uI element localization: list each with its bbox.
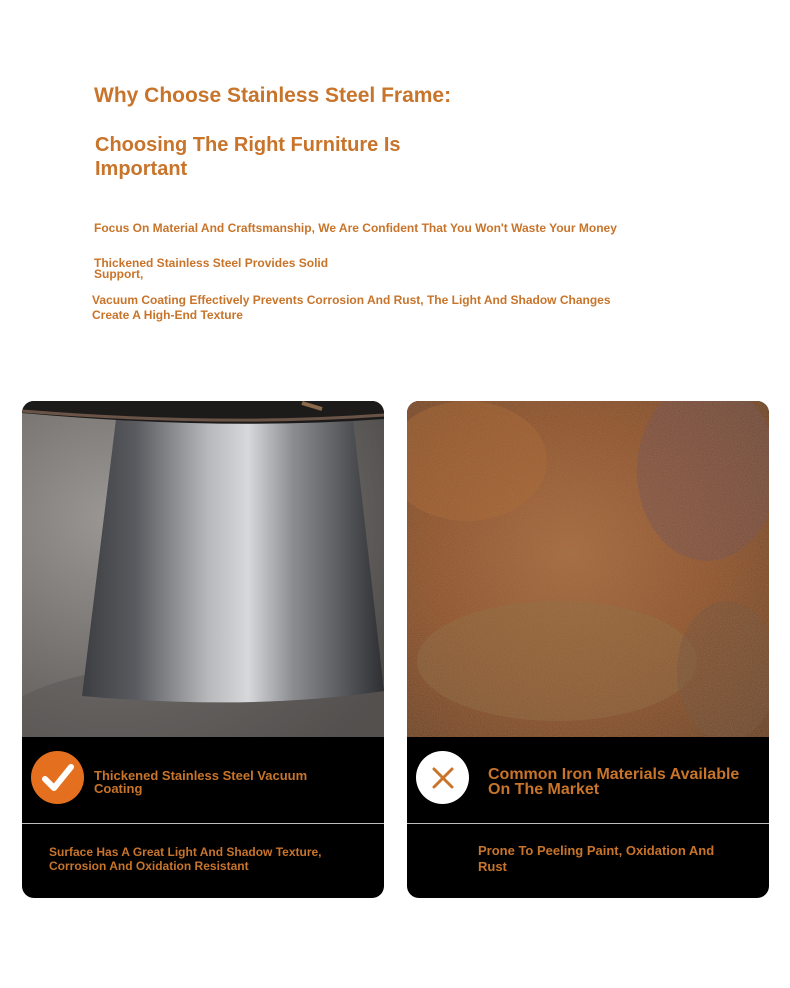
x-mark-icon xyxy=(431,766,455,790)
card-divider xyxy=(407,823,769,824)
card-description: Surface Has A Great Light And Shadow Texture, Corrosion And Oxidation Resistant xyxy=(49,845,322,873)
card-title: Common Iron Materials Available On The Market xyxy=(488,766,740,798)
checkmark-icon xyxy=(42,763,74,793)
page-title: Why Choose Stainless Steel Frame: xyxy=(94,84,452,107)
rusted-iron-photo xyxy=(407,401,769,737)
stainless-steel-table-photo xyxy=(22,401,384,737)
intro-line-1: Focus On Material And Craftsmanship, We Are Confident That You Won't Waste Your Money xyxy=(94,221,617,235)
common-iron-card xyxy=(407,401,769,898)
intro-line-3: Vacuum Coating Effectively Prevents Corrosion And Rust, The Light And Shadow Changes Create A High-End Texture xyxy=(92,293,611,322)
intro-line-2: Thickened Stainless Steel Provides Solid Support, xyxy=(94,256,329,281)
x-mark-badge xyxy=(416,751,469,804)
card-description: Prone To Peeling Paint, Oxidation And Rust xyxy=(478,843,715,874)
stainless-steel-card xyxy=(22,401,384,898)
checkmark-badge xyxy=(31,751,84,804)
card-divider xyxy=(22,823,384,824)
card-title: Thickened Stainless Steel Vacuum Coating xyxy=(94,768,308,796)
page-subtitle: Choosing The Right Furniture Is Important xyxy=(95,134,401,180)
